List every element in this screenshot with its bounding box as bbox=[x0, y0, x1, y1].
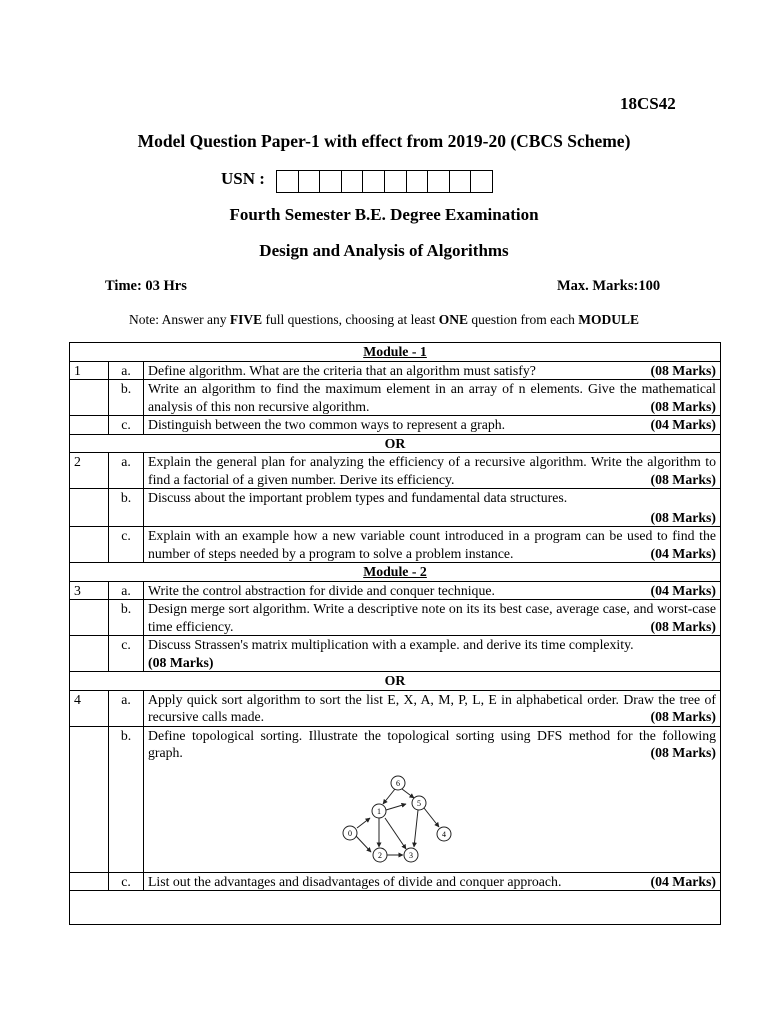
question-number: 4 bbox=[70, 690, 109, 726]
module-1-heading: Module - 1 bbox=[70, 343, 721, 362]
instructions-note bbox=[0, 312, 768, 328]
question-text: Apply quick sort algorithm to sort the list E, X, A, M, P, L, E in alphabetical order. Draw the tree of recursive calls made. (08 Marks) bbox=[144, 690, 721, 726]
note-text: full questions, choosing at least bbox=[262, 312, 439, 327]
sub-question-label: b. bbox=[109, 489, 144, 527]
question-row bbox=[70, 636, 721, 672]
sub-question-label: a. bbox=[109, 581, 144, 600]
question-number bbox=[70, 489, 109, 527]
question-text: Explain with an example how a new variable count introduced in a program can be used to find the number of steps needed by a program to solve a problem instance. (04 Marks) bbox=[144, 527, 721, 563]
question-text: Design merge sort algorithm. Write a descriptive note on its its best case, average case, and worst-case time efficiency. (08 Marks) bbox=[144, 600, 721, 636]
graph-node-label: 6 bbox=[396, 778, 400, 788]
note-text: Note: Answer any bbox=[129, 312, 230, 327]
question-row bbox=[70, 600, 721, 636]
question-row bbox=[70, 726, 721, 872]
sub-question-label: a. bbox=[109, 690, 144, 726]
question-row bbox=[70, 416, 721, 435]
question-text: (04 Marks) Write the control abstraction for divide and conquer technique. bbox=[144, 581, 721, 600]
marks: (08 Marks) bbox=[148, 654, 214, 670]
dependency-graph-figure bbox=[340, 772, 470, 872]
graph-edge bbox=[357, 818, 370, 828]
usn-box bbox=[277, 171, 299, 192]
marks: (04 Marks) bbox=[650, 873, 716, 889]
usn-box bbox=[471, 171, 492, 192]
sub-question-label: a. bbox=[109, 453, 144, 489]
marks: (04 Marks) bbox=[650, 417, 716, 432]
graph-node-label: 3 bbox=[409, 850, 413, 860]
question-text: Write an algorithm to find the maximum element in an array of n elements. Give the mathematical analysis of this non recursive algorithm. (08 Marks) bbox=[144, 380, 721, 416]
usn-box bbox=[407, 171, 429, 192]
module-header-row bbox=[70, 343, 721, 362]
question-row bbox=[70, 453, 721, 489]
graph-node-label: 2 bbox=[378, 850, 382, 860]
usn-input-boxes bbox=[276, 170, 493, 193]
sub-question-label: a. bbox=[109, 361, 144, 380]
question-row bbox=[70, 690, 721, 726]
question-number: 1 bbox=[70, 361, 109, 380]
marks: (08 Marks) bbox=[650, 745, 716, 760]
graph-edge bbox=[356, 836, 371, 852]
question-number: 3 bbox=[70, 581, 109, 600]
question-row bbox=[70, 361, 721, 380]
empty-row bbox=[70, 891, 721, 925]
usn-label: USN : bbox=[221, 169, 265, 188]
sub-question-label: b. bbox=[109, 726, 144, 872]
paper-title: Model Question Paper-1 with effect from 2019-20 (CBCS Scheme) bbox=[137, 131, 631, 151]
question-number: 2 bbox=[70, 453, 109, 489]
marks: (08 Marks) bbox=[650, 618, 716, 634]
question-text: (08 Marks) Define algorithm. What are the criteria that an algorithm must satisfy? bbox=[144, 361, 721, 380]
module-2-heading: Module - 2 bbox=[70, 563, 721, 582]
max-marks: Max. Marks:100 bbox=[557, 278, 661, 294]
question-number bbox=[70, 380, 109, 416]
marks: (04 Marks) bbox=[650, 582, 716, 598]
usn-box bbox=[299, 171, 321, 192]
exam-name: Fourth Semester B.E. Degree Examination bbox=[229, 205, 539, 224]
sub-question-label: c. bbox=[109, 416, 144, 435]
sub-question-label: c. bbox=[109, 527, 144, 563]
empty-cell bbox=[70, 891, 721, 925]
marks: (08 Marks) bbox=[650, 709, 716, 724]
question-number bbox=[70, 726, 109, 872]
subject-name: Design and Analysis of Algorithms bbox=[259, 241, 509, 260]
note-five: FIVE bbox=[229, 312, 263, 327]
marks: (08 Marks) bbox=[650, 509, 716, 525]
sub-question-label: b. bbox=[109, 380, 144, 416]
question-number bbox=[70, 600, 109, 636]
note-module: MODULE bbox=[578, 312, 639, 327]
graph-node-label: 0 bbox=[348, 828, 352, 838]
graph-edge bbox=[414, 810, 418, 847]
question-text: Discuss Strassen's matrix multiplication with a example. and derive its time complexity. (08 Marks) bbox=[144, 636, 721, 672]
question-row bbox=[70, 380, 721, 416]
marks: (08 Marks) bbox=[650, 398, 716, 414]
sub-question-label: b. bbox=[109, 600, 144, 636]
graph-edge bbox=[386, 804, 406, 810]
graph-node-label: 5 bbox=[417, 798, 421, 808]
sub-question-label: c. bbox=[109, 872, 144, 891]
or-row bbox=[70, 434, 721, 453]
question-text: Define topological sorting. Illustrate the topological sorting using DFS method for the following graph. (08 Marks) 0 1 2 3 4 5 6 bbox=[144, 726, 721, 872]
marks: (08 Marks) bbox=[650, 471, 716, 487]
exam-time: Time: 03 Hrs bbox=[105, 278, 187, 294]
or-separator: OR bbox=[70, 434, 721, 453]
marks: (04 Marks) bbox=[650, 545, 716, 561]
or-separator: OR bbox=[70, 672, 721, 691]
question-text: (04 Marks) List out the advantages and disadvantages of divide and conquer approach. bbox=[144, 872, 721, 891]
question-row bbox=[70, 527, 721, 563]
module-header-row bbox=[70, 563, 721, 582]
question-number bbox=[70, 527, 109, 563]
graph-edge bbox=[383, 789, 395, 804]
graph-node-label: 1 bbox=[377, 806, 381, 816]
question-number bbox=[70, 636, 109, 672]
graph-edge bbox=[402, 789, 414, 798]
usn-box bbox=[385, 171, 407, 192]
question-table bbox=[69, 342, 721, 925]
or-row bbox=[70, 672, 721, 691]
note-one: ONE bbox=[438, 312, 469, 327]
graph-node-label: 4 bbox=[442, 829, 446, 839]
graph-edge bbox=[385, 818, 406, 849]
question-number bbox=[70, 416, 109, 435]
sub-question-label: c. bbox=[109, 636, 144, 672]
graph-edge bbox=[424, 808, 439, 827]
question-row bbox=[70, 489, 721, 527]
usn-box bbox=[428, 171, 450, 192]
usn-box bbox=[450, 171, 472, 192]
question-row bbox=[70, 581, 721, 600]
usn-box bbox=[342, 171, 364, 192]
note-text: question from each bbox=[468, 312, 579, 327]
question-row bbox=[70, 872, 721, 891]
question-text: Discuss about the important problem types and fundamental data structures. (08 Marks) bbox=[144, 489, 721, 527]
usn-box bbox=[363, 171, 385, 192]
question-number bbox=[70, 872, 109, 891]
usn-box bbox=[320, 171, 342, 192]
marks: (08 Marks) bbox=[650, 362, 716, 378]
question-text: (04 Marks) Distinguish between the two common ways to represent a graph. bbox=[144, 416, 721, 435]
question-text: Explain the general plan for analyzing the efficiency of a recursive algorithm. Write the algorithm to find a factorial of a given number. Derive its efficiency. (08 Marks) bbox=[144, 453, 721, 489]
course-code: 18CS42 bbox=[620, 94, 676, 113]
